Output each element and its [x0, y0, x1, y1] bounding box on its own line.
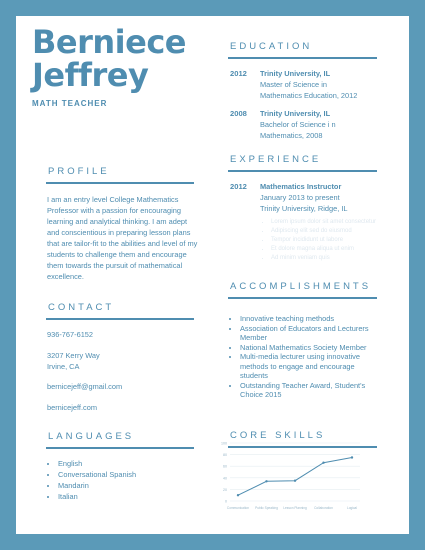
languages-divider [46, 447, 194, 449]
accomplishments-heading: ACCOMPLISHMENTS [230, 281, 372, 292]
list-item: • Mandarin [58, 480, 136, 491]
job-place: Trinity University, Ridge, IL [260, 204, 348, 213]
data-point [294, 480, 296, 482]
profile-text: I am an entry level College Mathematics Professor with a passion for encouraging learning and analytical thinking. I am adept and conscientious in preparing lesson plans that are tailor-fit to the abilities and level of my students to challenge them and encourage them towards the pursuit of mathematical excellence. [47, 195, 198, 281]
profile-heading: PROFILE [48, 166, 110, 177]
website-link[interactable]: bernicejeff.com [47, 403, 97, 412]
y-tick-label: 20 [223, 487, 227, 492]
address-line2: Irvine, CA [47, 362, 80, 371]
list-item: • Ad minim veniam quis [271, 254, 377, 263]
experience-year: 2012 [230, 182, 247, 191]
list-item: • Outstanding Teacher Award, Student's Choice 2015 [240, 381, 377, 400]
y-tick-label: 80 [223, 453, 227, 458]
address-line1: 3207 Kerry Way [47, 351, 100, 360]
education-year: 2012 [230, 69, 247, 78]
experience-heading: EXPERIENCE [230, 154, 322, 165]
degree-line: Mathematics Education, 2012 [260, 91, 358, 100]
contact-divider [46, 318, 194, 320]
languages-heading: LANGUAGES [48, 431, 135, 442]
core-skills-heading: CORE SKILLS [230, 430, 326, 441]
y-tick-label: 40 [223, 476, 227, 481]
list-item: • Conversational Spanish [58, 469, 136, 480]
x-tick-label: Lesson Planning [283, 506, 307, 510]
school-name: Trinity University, IL [260, 69, 331, 78]
list-item: • Association of Educators and Lecturers Member [240, 324, 377, 343]
x-tick-label: Public Speaking [255, 506, 278, 510]
experience-divider [228, 170, 377, 172]
languages-list [49, 458, 136, 502]
list-item: • Italian [58, 491, 136, 502]
x-tick-label: Logical [346, 506, 358, 510]
profile-divider [46, 182, 194, 184]
job-position: Mathematics Instructor [260, 182, 342, 191]
data-point [322, 462, 324, 464]
list-item: • Adipiscing elit sed do eiusmod [271, 227, 377, 236]
email-address[interactable]: bernicejeff@gmail.com [47, 382, 123, 391]
contact-heading: CONTACT [48, 302, 115, 313]
education-heading: EDUCATION [230, 41, 313, 52]
list-item: • Lorem ipsum dolor sit amet consectetur [271, 218, 377, 227]
job-dates: January 2013 to present [260, 193, 340, 202]
degree-line: Master of Science in [260, 80, 327, 89]
x-tick-label: Communication [226, 506, 250, 510]
last-name: Jeffrey [32, 56, 149, 94]
education-divider [228, 57, 377, 59]
y-tick-label: 100 [221, 441, 227, 446]
accomplishments-divider [228, 297, 377, 299]
experience-entry [260, 181, 385, 214]
education-entry [260, 108, 385, 141]
data-point [351, 456, 353, 458]
list-item: • Multi-media lecturer using innovative methods to engage and encourage students [240, 352, 377, 381]
list-item: • English [58, 458, 136, 469]
accomplishments-list [231, 314, 377, 400]
skills-line-chart [214, 437, 364, 517]
x-tick-label: Collaboration [314, 506, 333, 510]
school-name: Trinity University, IL [260, 109, 331, 118]
education-entry [260, 68, 385, 101]
job-title: MATH TEACHER [32, 99, 108, 108]
y-tick-label: 60 [223, 464, 227, 469]
faded-duties [262, 218, 377, 263]
list-item: • National Mathematics Society Member [240, 343, 377, 353]
education-year: 2008 [230, 109, 247, 118]
data-point [237, 494, 239, 496]
candidate-name [32, 23, 186, 94]
list-item: • Tempor incididunt ut labore [271, 236, 377, 245]
first-name: Berniece [32, 23, 186, 61]
degree-line: Bachelor of Science i n [260, 120, 336, 129]
degree-line: Mathematics, 2008 [260, 131, 323, 140]
y-tick-label: 0 [225, 499, 227, 504]
phone-number: 936-767-6152 [47, 330, 94, 339]
list-item: • Innovative teaching methods [240, 314, 377, 324]
data-point [265, 480, 267, 482]
list-item: • Et dolore magna aliqua ut enim [271, 245, 377, 254]
